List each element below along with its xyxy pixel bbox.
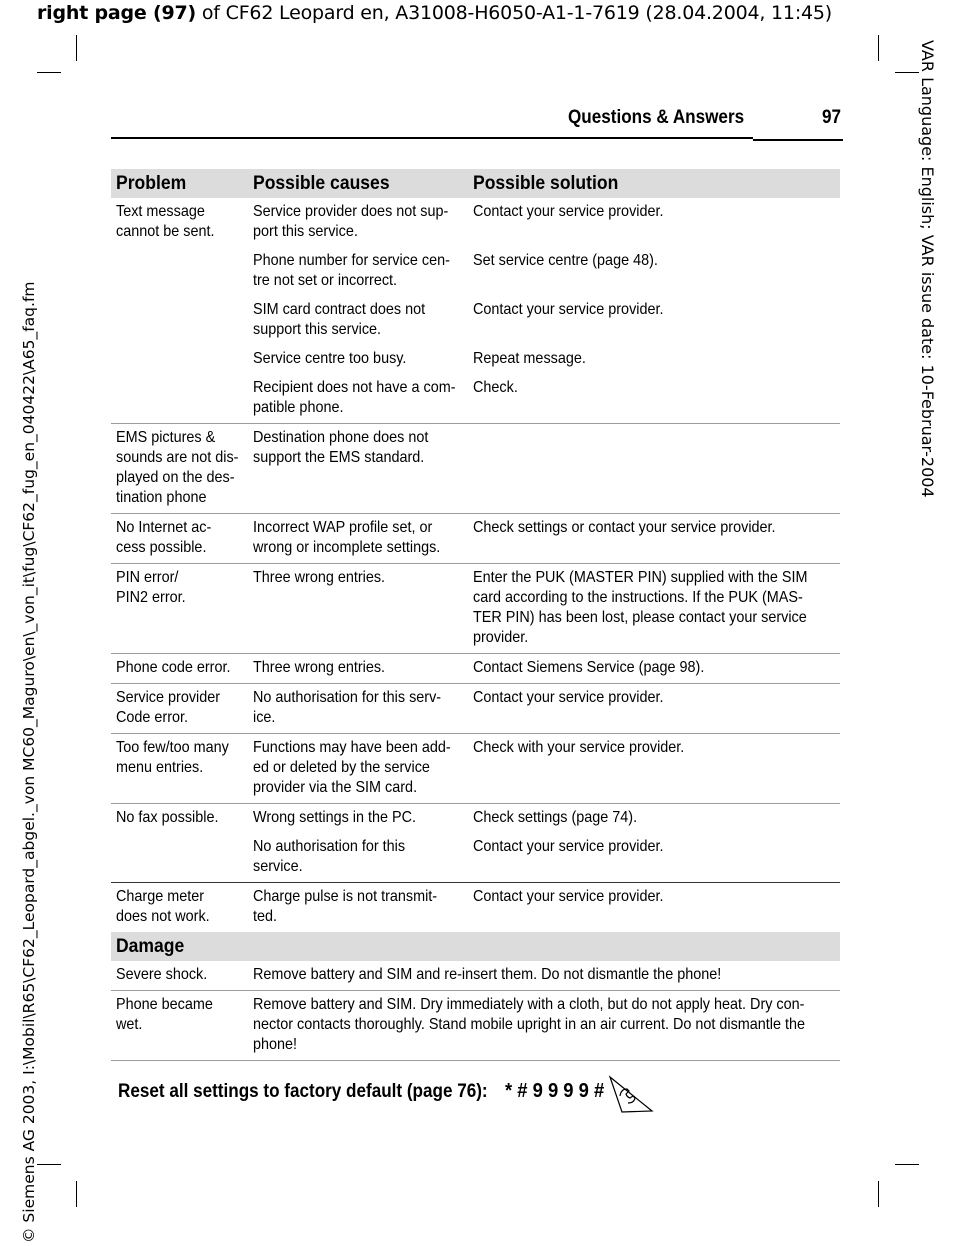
header-rule — [111, 137, 753, 139]
cause-cell — [248, 374, 468, 424]
problem-cell-text: Phone code error. — [116, 659, 231, 676]
cause-cell — [248, 424, 468, 514]
cause-cell — [248, 734, 468, 804]
solution-cell-text: Check settings (page 74). — [473, 809, 638, 826]
faq-table — [111, 169, 840, 1061]
damage-header: Damage — [111, 932, 840, 961]
crop-mark — [37, 72, 61, 73]
cause-cell — [248, 804, 468, 834]
table-row — [111, 514, 840, 564]
cause-cell — [248, 247, 468, 296]
cause-cell — [248, 833, 468, 883]
problem-cell — [111, 514, 248, 564]
problem-cell-text: PIN error/ PIN2 error. — [116, 569, 186, 606]
problem-cell-text: No Internet ac- cess possible. — [116, 519, 212, 556]
solution-cell — [468, 424, 840, 514]
solution-cell-text: Repeat message. — [473, 350, 586, 367]
solution-cell — [468, 833, 840, 883]
cause-cell-text: Three wrong entries. — [253, 659, 386, 676]
problem-cell-text: Charge meter does not work. — [116, 888, 210, 925]
cause-cell — [248, 883, 468, 933]
solution-cell — [468, 654, 840, 684]
problem-cell — [111, 833, 248, 883]
solution-cell — [468, 564, 840, 654]
problem-cell — [111, 424, 248, 514]
solution-cell-text: Contact your service provider. — [473, 888, 664, 905]
problem-cell — [111, 883, 248, 933]
damage-table-body — [111, 932, 840, 1061]
file-path-note: © Siemens AG 2003, I:\Mobil\R65\CF62_Leopard_abgel._von MC60_Maguro\en\_von_it\fug\CF62_fug_en_040422\A65_faq.fm — [20, 281, 38, 1243]
factory-reset-text: Reset all settings to factory default (page 76): — [118, 1081, 488, 1102]
problem-cell — [111, 654, 248, 684]
page-number: 97 — [822, 107, 842, 128]
cause-cell-text: Destination phone does not support the EMS standard. — [253, 429, 429, 466]
table-row — [111, 564, 840, 654]
cause-cell-text: Wrong settings in the PC. — [253, 809, 417, 826]
solution-cell-text: Remove battery and SIM. Dry immediately with a cloth, but do not apply heat. Dry con- nector contacts thoroughly. Stand mobile upright in an air current. Do not dismantle the phone! — [253, 996, 806, 1053]
problem-cell — [111, 564, 248, 654]
table-row — [111, 374, 840, 424]
problem-cell-text: Text message cannot be sent. — [116, 203, 215, 240]
problem-cell — [111, 684, 248, 734]
crop-mark — [895, 72, 919, 73]
print-header-bold: right page (97) — [37, 2, 197, 24]
cause-cell — [248, 296, 468, 345]
cause-cell — [248, 198, 468, 247]
problem-cell-text: Too few/too many menu entries. — [116, 739, 229, 776]
solution-cell-text: Contact your service provider. — [473, 301, 664, 318]
solution-cell — [468, 247, 840, 296]
solution-cell — [468, 804, 840, 834]
page-title: Questions & Answers — [568, 107, 745, 128]
table-row — [111, 684, 840, 734]
factory-reset-note — [118, 1081, 529, 1103]
solution-cell — [468, 883, 840, 933]
cause-cell-text: Functions may have been add- ed or deleted by the service provider via the SIM card. — [253, 739, 451, 796]
table-row — [111, 247, 840, 296]
solution-cell-text: Contact your service provider. — [473, 203, 664, 220]
solution-cell-text: Remove battery and SIM and re-insert them. Do not dismantle the phone! — [253, 966, 722, 983]
column-header-solution: Possible solution — [468, 169, 840, 198]
table-header-row — [111, 169, 840, 198]
cause-cell-text: No authorisation for this service. — [253, 838, 406, 875]
damage-row — [111, 961, 840, 991]
table-row — [111, 424, 840, 514]
problem-cell-text: EMS pictures & sounds are not dis- played on the des- tination phone — [116, 429, 239, 506]
damage-row — [111, 991, 840, 1061]
column-header-causes: Possible causes — [248, 169, 468, 198]
crop-mark — [895, 1164, 919, 1165]
table-row — [111, 883, 840, 933]
solution-cell — [248, 991, 840, 1061]
faq-table-body — [111, 198, 840, 932]
problem-cell-text: No fax possible. — [116, 809, 219, 826]
table-row — [111, 296, 840, 345]
cause-cell-text: Charge pulse is not transmit- ted. — [253, 888, 438, 925]
cause-cell — [248, 654, 468, 684]
print-header-rest: of CF62 Leopard en, A31008-H6050-A1-1-7619 (28.04.2004, 11:45) — [196, 2, 833, 24]
problem-cell-text: Service provider Code error. — [116, 689, 221, 726]
cause-cell-text: Service provider does not sup- port this service. — [253, 203, 449, 240]
damage-header-row — [111, 932, 840, 961]
table-row — [111, 833, 840, 883]
solution-cell-text: Contact Siemens Service (page 98). — [473, 659, 705, 676]
cause-cell — [248, 564, 468, 654]
cause-cell-text: SIM card contract does not support this service. — [253, 301, 426, 338]
problem-cell-text: Severe shock. — [116, 966, 208, 983]
problem-cell — [111, 198, 248, 247]
table-row — [111, 654, 840, 684]
crop-mark — [878, 35, 879, 61]
solution-cell-text: Check with your service provider. — [473, 739, 685, 756]
column-header-problem: Problem — [111, 169, 248, 198]
cause-cell-text: No authorisation for this serv- ice. — [253, 689, 442, 726]
cause-cell-text: Three wrong entries. — [253, 569, 386, 586]
problem-cell — [111, 961, 248, 991]
cause-cell-text: Incorrect WAP profile set, or wrong or incomplete settings. — [253, 519, 441, 556]
solution-cell — [468, 198, 840, 247]
problem-cell-text: Phone became wet. — [116, 996, 213, 1033]
solution-cell — [248, 961, 840, 991]
solution-cell-text: Set service centre (page 48). — [473, 252, 658, 269]
table-row — [111, 804, 840, 834]
cause-cell — [248, 684, 468, 734]
solution-cell — [468, 345, 840, 374]
solution-cell-text: Check settings or contact your service provider. — [473, 519, 776, 536]
factory-reset-key-sequence: * # 9 9 9 9 # — [505, 1080, 605, 1102]
solution-cell-text: Enter the PUK (MASTER PIN) supplied with the SIM card according to the instructions. If the PUK (MAS- TER PIN) has been lost, please contact your service provider. — [473, 569, 808, 646]
call-key-icon — [607, 1075, 655, 1115]
cause-cell-text: Phone number for service cen- tre not set or incorrect. — [253, 252, 450, 289]
var-language-note: VAR Language: English; VAR issue date: 10-Februar-2004 — [918, 40, 937, 498]
solution-cell-text: Contact your service provider. — [473, 838, 664, 855]
problem-cell — [111, 296, 248, 345]
solution-cell — [468, 734, 840, 804]
crop-mark — [76, 1181, 77, 1207]
problem-cell — [111, 734, 248, 804]
problem-cell — [111, 374, 248, 424]
solution-cell — [468, 296, 840, 345]
table-row — [111, 734, 840, 804]
crop-mark — [878, 1181, 879, 1207]
cause-cell-text: Recipient does not have a com- patible phone. — [253, 379, 456, 416]
crop-mark — [76, 35, 77, 61]
solution-cell — [468, 374, 840, 424]
print-header-line — [37, 2, 832, 24]
solution-cell-text: Check. — [473, 379, 518, 396]
table-row — [111, 345, 840, 374]
solution-cell-text: Contact your service provider. — [473, 689, 664, 706]
solution-cell — [468, 684, 840, 734]
problem-cell — [111, 991, 248, 1061]
header-rule — [753, 139, 843, 141]
cause-cell — [248, 514, 468, 564]
cause-cell-text: Service centre too busy. — [253, 350, 407, 367]
table-row — [111, 198, 840, 247]
problem-cell — [111, 247, 248, 296]
problem-cell — [111, 804, 248, 834]
crop-mark — [37, 1164, 61, 1165]
problem-cell — [111, 345, 248, 374]
solution-cell — [468, 514, 840, 564]
cause-cell — [248, 345, 468, 374]
